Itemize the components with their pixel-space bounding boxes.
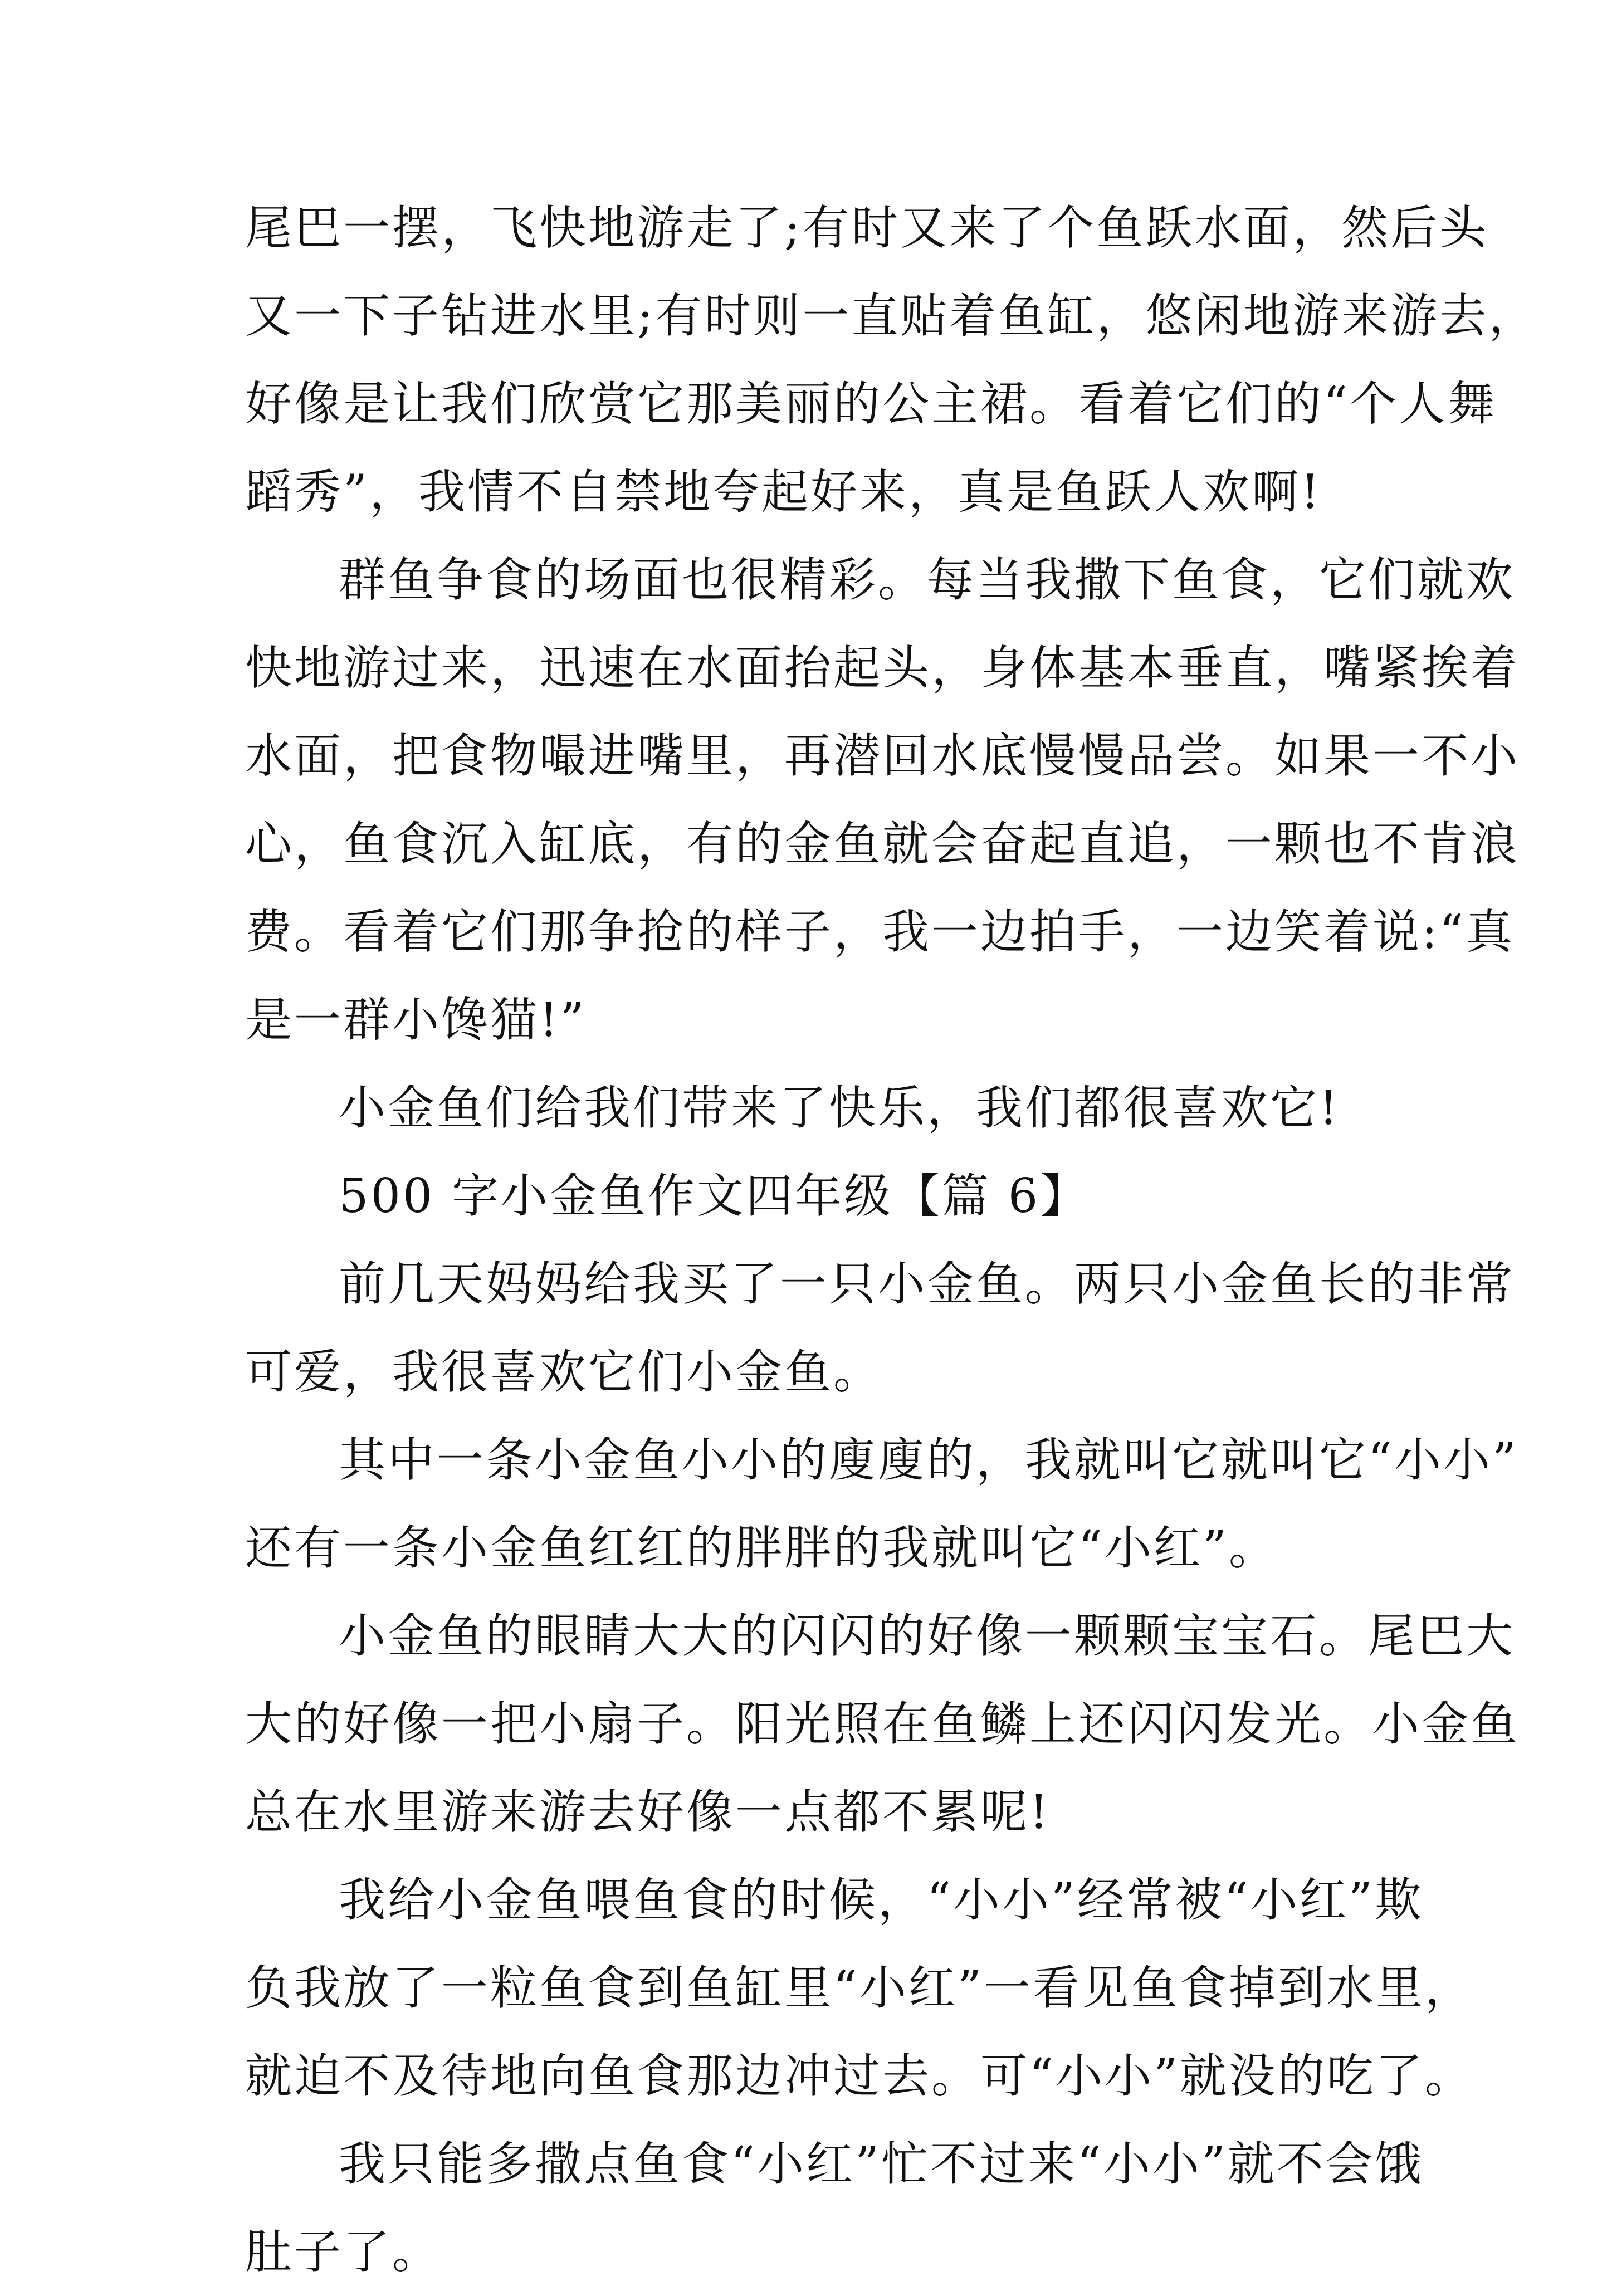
- document-page: [245, 184, 1538, 2296]
- text-line: 总在水里游来游去好像一点都不累呢!: [245, 1785, 1051, 1839]
- text-line: 又一下子钻进水里;有时则一直贴着鱼缸，悠闲地游来游去，: [245, 289, 1538, 343]
- text-line: 我只能多撒点鱼食“小红”忙不过来“小小”就不会饿: [339, 2137, 1424, 2191]
- text-line: 快地游过来，迅速在水面抬起头，身体基本垂直，嘴紧挨着: [245, 641, 1520, 695]
- text-line: 可爱，我很喜欢它们小金鱼。: [245, 1345, 883, 1399]
- text-line: 小金鱼们给我们带来了快乐，我们都很喜欢它!: [339, 1081, 1340, 1135]
- text-line: 水面，把食物嘬进嘴里，再潜回水底慢慢品尝。如果一不小: [245, 729, 1520, 783]
- text-line: 是一群小馋猫!”: [245, 993, 587, 1047]
- text-line: 好像是让我们欣赏它那美丽的公主裙。看着它们的“个人舞: [245, 377, 1497, 431]
- text-line: 其中一条小金鱼小小的廋廋的，我就叫它就叫它“小小”: [339, 1433, 1518, 1487]
- text-line: 我给小金鱼喂鱼食的时候，“小小”经常被“小红”欺: [339, 1873, 1424, 1927]
- text-line: 小金鱼的眼睛大大的闪闪的好像一颗颗宝宝石。尾巴大: [339, 1609, 1516, 1663]
- text-line: 群鱼争食的场面也很精彩。每当我撒下鱼食，它们就欢: [339, 553, 1516, 607]
- text-line: 心，鱼食沉入缸底，有的金鱼就会奋起直追，一颗也不肯浪: [245, 817, 1520, 871]
- text-line: 负我放了一粒鱼食到鱼缸里“小红”一看见鱼食掉到水里，: [245, 1961, 1474, 2015]
- text-line: 就迫不及待地向鱼食那边冲过去。可“小小”就没的吃了。: [245, 2049, 1474, 2103]
- text-line: 还有一条小金鱼红红的胖胖的我就叫它“小红”。: [245, 1521, 1278, 1575]
- text-line: 前几天妈妈给我买了一只小金鱼。两只小金鱼长的非常: [339, 1257, 1516, 1311]
- text-line: 蹈秀”，我情不自禁地夸起好来，真是鱼跃人欢啊!: [245, 465, 1322, 519]
- text-line: 费。看着它们那争抢的样子，我一边拍手，一边笑着说:“真: [245, 905, 1515, 959]
- text-line: 尾巴一摆，飞快地游走了;有时又来了个鱼跃水面，然后头: [245, 201, 1489, 255]
- text-line: 大的好像一把小扇子。阳光照在鱼鳞上还闪闪发光。小金鱼: [245, 1697, 1520, 1751]
- text-line: 肚子了。: [245, 2225, 442, 2279]
- section-heading: 500 字小金鱼作文四年级【篇 6】: [339, 1169, 1090, 1223]
